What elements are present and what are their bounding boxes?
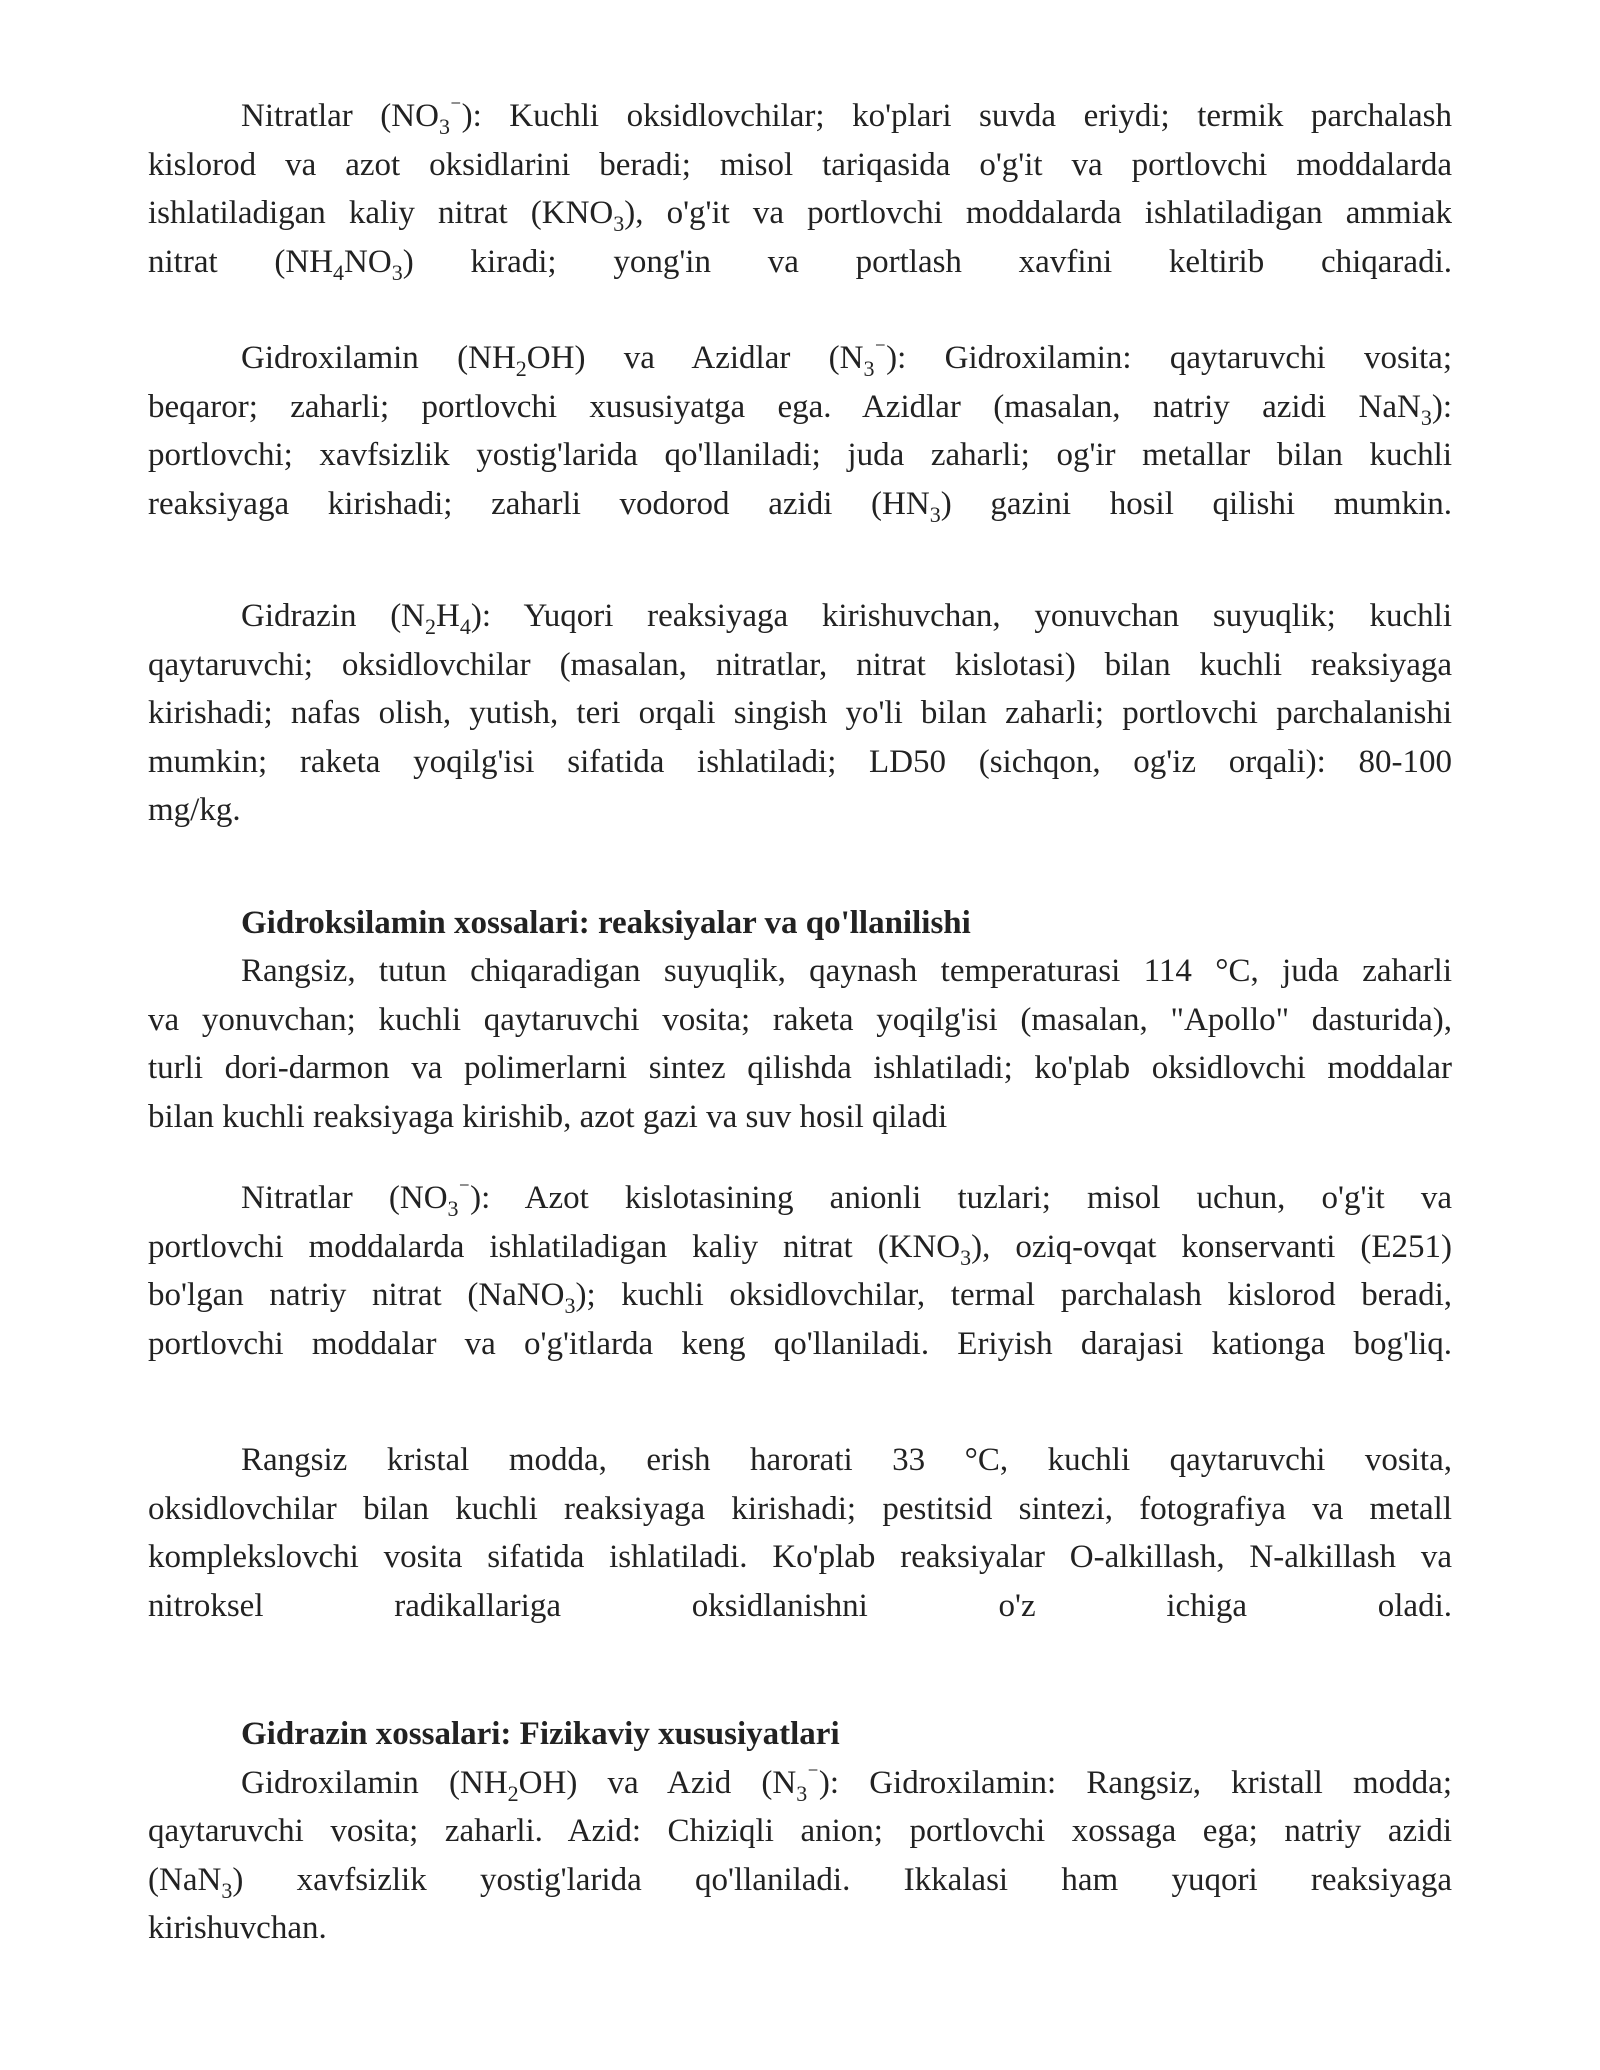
text-run: Nitratlar (NO: [241, 1180, 448, 1216]
text-line: [148, 334, 1452, 383]
text-run: ) kiradi; yong'in va portlash xavfini keltirib chiqaradi.: [402, 243, 1452, 280]
text-run: beqaror; zaharli; portlovchi xususiyatga ega. Azidlar (masalan, natriy azidi NaN: [148, 388, 1421, 425]
text-line: [148, 1174, 1452, 1223]
text-run: ): Kuchli oksidlovchilar; ko'plari suvda eriydi; termik parchalash: [461, 98, 1452, 134]
text-line: [148, 996, 1452, 1045]
text-line: [148, 1093, 1452, 1142]
text-run: portlovchi moddalarda ishlatiladigan kaliy nitrat (KNO: [148, 1228, 961, 1265]
text-run: ): Yuqori reaksiyaga kirishuvchan, yonuvchan suyuqlik; kuchli: [470, 598, 1452, 634]
text-run: ishlatiladigan kaliy nitrat (KNO: [148, 195, 614, 231]
spacer: [148, 1141, 1452, 1174]
text-run: qaytaruvchi; oksidlovchilar (masalan, nitratlar, nitrat kislotasi) bilan kuchli reaksiyaga: [148, 646, 1452, 683]
text-run: ): Gidroxilamin: Rangsiz, kristall modda;: [818, 1764, 1453, 1801]
text-run: OH) va Azidlar (N: [526, 340, 864, 376]
text-run: bilan kuchli reaksiyaga kirishib, azot gazi va suv hosil qiladi: [148, 1098, 948, 1135]
subscript: 2: [507, 1780, 519, 1806]
text-run: portlovchi moddalar va o'g'itlarda keng qo'llaniladi. Eriyish darajasi kationga bog'liq.: [148, 1325, 1452, 1362]
subscript: 3: [391, 259, 403, 285]
superscript: ⁻: [807, 1760, 819, 1786]
text-line: [148, 786, 1452, 835]
paragraph: [148, 592, 1452, 835]
text-run: ), oziq-ovqat konservanti (E251): [971, 1228, 1452, 1265]
text-run: ): Azot kislotasining anionli tuzlari; misol uchun, o'g'it va: [470, 1180, 1452, 1216]
spacer: [148, 1630, 1452, 1710]
text-run: kislorod va azot oksidlarini beradi; misol tariqasida o'g'it va portlovchi moddalarda: [148, 146, 1452, 183]
subscript: 3: [929, 501, 941, 527]
text-run: ); kuchli oksidlovchilar, termal parchalash kislorod beradi,: [575, 1277, 1452, 1313]
text-run: ):: [1431, 388, 1452, 425]
section-heading: Gidrazin xossalari: Fizikaviy xususiyatlari: [241, 1716, 840, 1752]
text-run: mg/kg.: [148, 792, 241, 828]
text-run: NO: [344, 243, 392, 280]
paragraph: [148, 334, 1452, 528]
subscript: 3: [613, 211, 625, 236]
text-run: (NaN: [148, 1861, 222, 1898]
superscript: ⁻: [874, 336, 887, 361]
superscript: ⁻: [449, 94, 462, 119]
text-line: [148, 1223, 1452, 1272]
text-run: komplekslovchi vosita sifatida ishlatiladi. Ko'plab reaksiyalar O-alkillash, N-alkillash va: [148, 1539, 1452, 1575]
text-run: Rangsiz, tutun chiqaradigan suyuqlik, qaynash temperaturasi 114 °C, juda zaharli: [241, 953, 1452, 989]
text-line: [148, 1904, 1452, 1953]
text-line: [148, 383, 1452, 432]
text-run: kirishadi; nafas olish, yutish, teri orqali singish yo'li bilan zaharli; portlovchi parchalanishi: [148, 695, 1452, 731]
text-run: nitroksel radikallariga oksidlanishni o'z ichiga oladi.: [148, 1587, 1452, 1624]
text-line: [148, 1582, 1452, 1631]
subscript: 3: [221, 1877, 233, 1903]
text-run: nitrat (NH: [148, 243, 334, 280]
document-page: [148, 92, 1452, 1953]
text-line: [148, 141, 1452, 190]
text-run: reaksiyaga kirishadi; zaharli vodorod azidi (HN: [148, 485, 930, 522]
text-run: Rangsiz kristal modda, erish harorati 33 °C, kuchli qaytaruvchi vosita,: [241, 1442, 1452, 1478]
text-run: Nitratlar (NO: [241, 98, 439, 134]
section-heading: Gidroksilamin xossalari: reaksiyalar va qo'llanilishi: [241, 904, 971, 941]
text-run: turli dori-darmon va polimerlarni sintez qilishda ishlatiladi; ko'plab oksidlovchi moddalar: [148, 1050, 1452, 1086]
text-run: ) gazini hosil qilishi mumkin.: [940, 485, 1453, 522]
text-line: [148, 1436, 1452, 1485]
text-line: [148, 431, 1452, 480]
subscript: 3: [863, 356, 875, 381]
paragraph: [148, 1436, 1452, 1630]
subscript: 3: [447, 1196, 459, 1221]
subscript: 2: [515, 356, 527, 381]
spacer: [148, 835, 1452, 899]
text-line: [148, 1759, 1452, 1808]
subscript: 2: [425, 614, 437, 639]
text-run: Gidroxilamin (NH: [241, 340, 516, 376]
spacer: [148, 286, 1452, 334]
subscript: 3: [796, 1780, 808, 1806]
text-run: oksidlovchilar bilan kuchli reaksiyaga kirishadi; pestitsid sintezi, fotografiya va metall: [148, 1490, 1452, 1527]
spacer: [148, 1368, 1452, 1436]
text-line: [148, 592, 1452, 641]
text-run: qaytaruvchi vosita; zaharli. Azid: Chiziqli anion; portlovchi xossaga ega; natriy azidi: [148, 1813, 1452, 1849]
text-run: va yonuvchan; kuchli qaytaruvchi vosita; raketa yoqilg'isi (masalan, "Apollo" dasturida),: [148, 1001, 1452, 1038]
text-run: Gidrazin (N: [241, 598, 426, 634]
text-line: [148, 1533, 1452, 1582]
text-run: kirishuvchan.: [148, 1910, 327, 1946]
paragraph: [148, 92, 1452, 286]
text-run: ), o'g'it va portlovchi moddalarda ishlatiladigan ammiak: [624, 195, 1452, 231]
text-line: [148, 1320, 1452, 1369]
subscript: 3: [960, 1244, 972, 1270]
text-run: mumkin; raketa yoqilg'isi sifatida ishlatiladi; LD50 (sichqon, og'iz orqali): 80-100: [148, 743, 1452, 780]
text-run: OH) va Azid (N: [518, 1764, 797, 1801]
section-gidrazin: [148, 1710, 1452, 1953]
text-line: [148, 1856, 1452, 1905]
text-line: [148, 1044, 1452, 1093]
text-run: ): Gidroxilamin: qaytaruvchi vosita;: [886, 340, 1452, 376]
text-line: [148, 189, 1452, 238]
text-line: [148, 1485, 1452, 1534]
text-line: [148, 641, 1452, 690]
subscript: 4: [459, 614, 471, 639]
text-line: [148, 1807, 1452, 1856]
text-line: [148, 738, 1452, 787]
subscript: 4: [333, 259, 345, 285]
section-gidroksilamin: [148, 899, 1452, 1142]
text-line: [148, 1271, 1452, 1320]
text-run: ) xavfsizlik yostig'larida qo'llaniladi. Ikkalasi ham yuqori reaksiyaga: [232, 1861, 1452, 1898]
subscript: 3: [438, 114, 450, 139]
superscript: ⁻: [458, 1176, 471, 1201]
text-line: [148, 480, 1452, 529]
subscript: 3: [1420, 404, 1432, 430]
text-run: H: [436, 598, 460, 634]
paragraph: [148, 1174, 1452, 1368]
text-line: [148, 238, 1452, 287]
subscript: 3: [564, 1293, 576, 1318]
text-run: Gidroxilamin (NH: [241, 1764, 508, 1801]
text-line: [148, 689, 1452, 738]
text-run: portlovchi; xavfsizlik yostig'larida qo'llaniladi; juda zaharli; og'ir metallar bilan kuchli: [148, 437, 1452, 473]
text-run: bo'lgan natriy nitrat (NaNO: [148, 1277, 565, 1313]
text-line: [148, 92, 1452, 141]
spacer: [148, 528, 1452, 592]
text-line: [148, 947, 1452, 996]
